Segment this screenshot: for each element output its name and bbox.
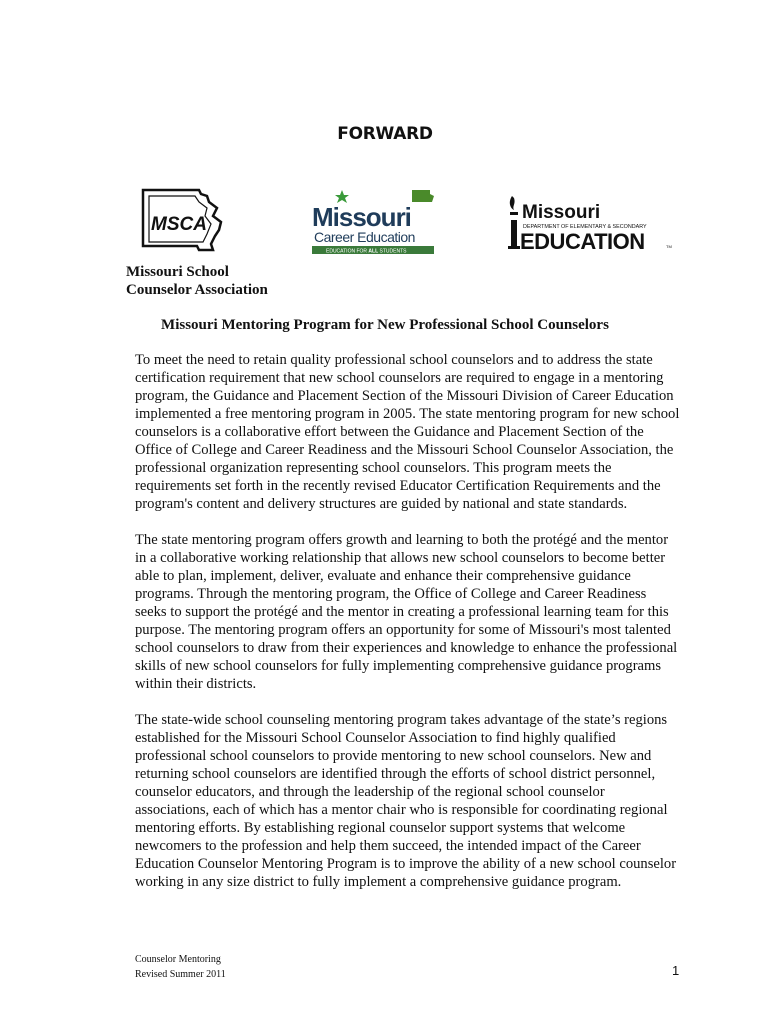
torch-flame-icon: [510, 196, 515, 210]
dese-logo-line2: DEPARTMENT OF ELEMENTARY & SECONDARY: [523, 224, 647, 230]
missouri-state-icon: [412, 190, 434, 202]
page-title: FORWARD: [337, 124, 433, 144]
career-tagline-prefix: EDUCATION FOR: [326, 248, 368, 255]
paragraph: To meet the need to retain quality professional school counselors and to address the state certification requirement that new school counselors are required to engage in a mentoring program, the Guidance and Placement Section of the Missouri Division of Career Education implemented a free mentoring program in 2005. The state mentoring program for new school counselors is a collaborative effort between the Guidance and Placement Section of the Office of College and Career Readiness and the Missouri School Counselor Association, the professional organization representing school counselors. This program meets the requirements set forth in the recently revised Educator Certification Requirements and the program's content and delivery structures are guided by national and state standards.: [135, 352, 680, 512]
association-line1: Missouri School: [126, 264, 229, 280]
dese-logo: [502, 190, 678, 256]
torch-icon: [511, 220, 517, 248]
document-subtitle: Missouri Mentoring Program for New Professional School Counselors: [161, 317, 609, 333]
paragraph: The state-wide school counseling mentoring program takes advantage of the state’s regions established for the Missouri School Counselor Association to find highly qualified professional school counselors to provide mentoring to new school counselors. New and returning school counselors are identified through the efforts of school district personnel, counselor educators, and through the leadership of the regional school counselor associations, each of which has a mentor chair who is responsible for coordinating regional mentoring efforts. By establishing regional counselor support systems that welcome newcomers to the profession and help them succeed, the intended impact of the Career Education Counselor Mentoring Program is to improve the ability of a new school counselor working in any size district to fully implement a comprehensive guidance program.: [135, 712, 677, 890]
page-number: 1: [672, 963, 680, 978]
dese-logo-line1: Missouri: [522, 202, 601, 223]
career-tagline-suffix: STUDENTS: [379, 248, 407, 255]
career-logo-line1: Missouri: [312, 202, 411, 232]
association-line2: Counselor Association: [126, 282, 268, 298]
body-text: [135, 351, 680, 909]
dese-logo-tm: TM: [666, 244, 672, 249]
career-logo-line2: Career Education: [314, 229, 415, 245]
association-name: [126, 263, 268, 299]
career-education-logo: [308, 188, 440, 258]
career-tagline-emphasis: ALL: [368, 248, 379, 255]
paragraph: The state mentoring program offers growth and learning to both the protégé and the mentor in a collaborative working relationship that allows new school counselors to become better able to plan, implement, deliver, evaluate and enhance their comprehensive guidance programs. Through the mentoring program, the Office of College and Career Readiness seeks to support the protégé and the mentor in creating a professional learning team for this purpose. The mentoring program offers an opportunity for some of Missouri's most talented school counselors to draw from their experiences and knowledge to enhance the professional skills of new school counselors for fully implementing comprehensive guidance programs within their districts.: [135, 532, 678, 692]
svg-text:EDUCATION FOR ALL: [326, 249, 407, 255]
msca-text: MSCA: [151, 214, 207, 235]
footer-line2: Revised Summer 2011: [135, 969, 226, 980]
footer-line1: Counselor Mentoring: [135, 954, 221, 965]
msca-logo: [137, 186, 227, 256]
page-footer: [135, 952, 226, 982]
dese-logo-line3: EDUCATION: [520, 229, 645, 254]
